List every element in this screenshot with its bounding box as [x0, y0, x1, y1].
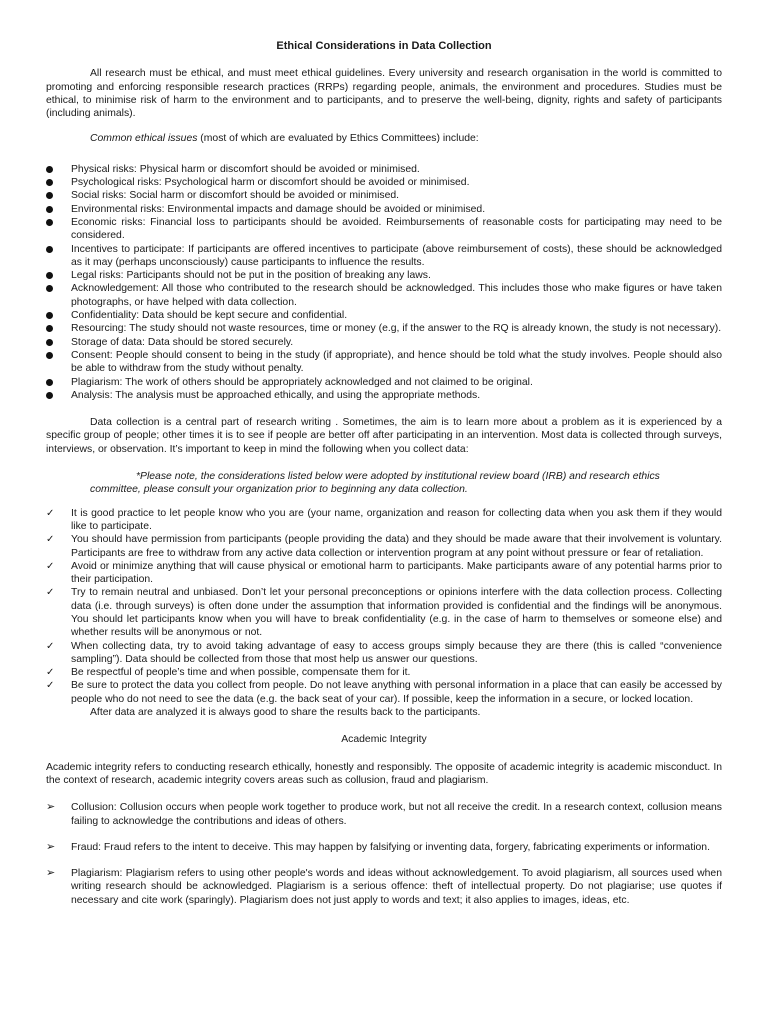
arrow-bullet-icon: ➢ — [46, 840, 56, 853]
checklist-item-text: You should have permission from participants (people providing the data) and they should be made aware that their involvement is voluntary. Participants are free to withdraw from any active data collection or intervention program at any point without pressure or fear of retaliation. — [71, 534, 722, 559]
bullet-icon — [46, 163, 60, 177]
checklist-item-text: Be sure to protect the data you collect from people. Do not leave anything with personal information in a place that can easily be accessed by people who do not need to see the data (e.g. the back seat of your car). If possible, keep the information in a secure, or locked location. — [71, 680, 722, 705]
checkmark-icon: ✓ — [46, 534, 55, 546]
ethical-issue-item — [46, 309, 722, 322]
ethical-issue-item-text: Storage of data: Data should be stored securely. — [71, 336, 294, 348]
common-issues-rest: (most of which are evaluated by Ethics Committees) include: — [197, 133, 479, 145]
bullet-icon — [46, 176, 60, 190]
bullet-icon — [46, 269, 60, 283]
ethical-issue-item-text: Confidentiality: Data should be kept secure and confidential. — [71, 310, 348, 322]
checklist-item — [46, 640, 722, 667]
irb-note-line-2: committee, please consult your organization prior to beginning any data collection. — [90, 484, 468, 496]
academic-integrity-heading: Academic Integrity — [341, 734, 427, 746]
checkmark-icon: ✓ — [46, 507, 55, 519]
checkmark-icon: ✓ — [46, 680, 55, 692]
ethical-issue-item — [46, 189, 722, 202]
data-collection-paragraph: Data collection is a central part of research writing . Sometimes, the aim is to learn more about a problem as it is experienced by a specific group of people; other times it is to see if people are better off after participating in an intervention. Most data is collected through surveys, interviews, or observation. It’s important to keep in mind the following when you collect data: — [46, 417, 722, 455]
checkmark-icon: ✓ — [46, 560, 55, 572]
bullet-icon — [46, 282, 60, 296]
ethical-issue-item-text: Psychological risks: Psychological harm or discomfort should be avoided or minimised. — [71, 177, 470, 189]
ethical-issue-item-text: Social risks: Social harm or discomfort should be avoided or minimised. — [71, 190, 400, 202]
common-issues-italic: Common ethical issues — [90, 133, 198, 145]
ethical-issue-item-text: Consent: People should consent to being in the study (if appropriate), and hence should be told what the study involves. People should also be able to withdraw from the study without penalty. — [71, 349, 722, 375]
bullet-dot-icon — [46, 272, 53, 279]
bullet-icon — [46, 203, 60, 217]
ethical-issue-item-text: Physical risks: Physical harm or discomfort should be avoided or minimised. — [71, 163, 420, 175]
integrity-item-text: Collusion: Collusion occurs when people work together to produce work, but not all receive the credit. In a research context, collusion means failing to acknowledge the contributions and ideas of others. — [71, 802, 722, 827]
ethical-issue-item — [46, 176, 722, 189]
integrity-item — [46, 801, 722, 828]
ethical-issue-item — [46, 203, 722, 216]
bullet-icon — [46, 389, 60, 403]
common-issues-intro — [90, 132, 722, 145]
after-analysis-note: After data are analyzed it is always good to share the results back to the participants. — [90, 707, 481, 719]
bullet-icon — [46, 376, 60, 390]
bullet-icon — [46, 216, 60, 230]
bullet-icon — [46, 309, 60, 323]
integrity-item — [46, 841, 722, 854]
ethical-issue-item-text: Environmental risks: Environmental impacts and damage should be avoided or minimised. — [71, 203, 486, 215]
bullet-icon — [46, 336, 60, 350]
bullet-icon — [46, 322, 60, 336]
ethical-issue-item — [46, 163, 722, 176]
arrow-bullet-icon: ➢ — [46, 867, 56, 880]
bullet-dot-icon — [46, 206, 53, 213]
checkmark-icon: ✓ — [46, 587, 55, 599]
academic-integrity-list — [46, 801, 722, 907]
checklist-item — [46, 533, 722, 560]
integrity-item-text: Fraud: Fraud refers to the intent to deceive. This may happen by falsifying or inventing data, forgery, fabricating experiments or information. — [71, 841, 710, 853]
checklist-item-text: Try to remain neutral and unbiased. Don’t let your personal preconceptions or opinions interfere with the data collection process. Collecting data (i.e. through surveys) is often done under the assumption that information provided is confidential and the findings will be anonymous. You should let participants know when you will have to break confidentiality (e.g. in the case of harm to themselves or someone else) and whether results will be anonymous or not. — [71, 587, 722, 639]
checklist-item — [46, 507, 722, 534]
bullet-dot-icon — [46, 352, 53, 359]
bullet-dot-icon — [46, 379, 53, 386]
bullet-icon — [46, 243, 60, 257]
bullet-icon — [46, 189, 60, 203]
bullet-dot-icon — [46, 339, 53, 346]
checklist-item-text: When collecting data, try to avoid taking advantage of easy to access groups simply because they are there (this is called “convenience sampling”). Data should be collected from those that most help us answer our questions. — [71, 640, 722, 665]
ethical-issue-item-text: Resourcing: The study should not waste resources, time or money (e.g, if the answer to the RQ is already known, the study is not necessary). — [71, 323, 722, 335]
checklist-item-text: Avoid or minimize anything that will cause physical or emotional harm to participants. Make participants aware of any potential harms prior to their participation. — [71, 560, 722, 586]
bullet-dot-icon — [46, 219, 53, 226]
bullet-dot-icon — [46, 179, 53, 186]
ethical-issue-item — [46, 282, 722, 309]
ethical-issue-item-text: Legal risks: Participants should not be put in the position of breaking any laws. — [71, 270, 431, 282]
ethical-issue-item — [46, 243, 722, 270]
irb-note-line-1: *Please note, the considerations listed below were adopted by institutional review board (IRB) and research ethics — [136, 471, 660, 483]
bullet-dot-icon — [46, 312, 53, 319]
document-title: Ethical Considerations in Data Collection — [276, 40, 492, 52]
ethical-issue-item-text: Incentives to participate: If participants are offered incentives to participate (above reimbursement of costs), these should be acknowledged as it may (perhaps unconsciously) cause participants to influence the results. — [71, 243, 722, 268]
bullet-dot-icon — [46, 285, 53, 292]
checkmark-icon: ✓ — [46, 640, 55, 652]
checklist-item — [46, 666, 722, 679]
ethical-issue-item — [46, 349, 722, 376]
bullet-dot-icon — [46, 246, 53, 253]
ethical-issue-item-text: Economic risks: Financial loss to participants should be avoided. Reimbursements of reasonable costs for participating may need to be considered. — [71, 216, 722, 242]
ethical-issue-item — [46, 322, 722, 335]
data-collection-checklist — [46, 507, 722, 706]
academic-integrity-paragraph: Academic integrity refers to conducting research ethically, honestly and responsibly. The opposite of academic integrity is academic misconduct. In the context of research, academic integrity covers areas such as collusion, fraud and plagiarism. — [46, 761, 722, 786]
ethical-issue-item-text: Plagiarism: The work of others should be appropriately acknowledged and not claimed to be original. — [71, 376, 533, 388]
ethical-issue-item — [46, 336, 722, 349]
bullet-dot-icon — [46, 192, 53, 199]
ethical-issue-item-text: Acknowledgement: All those who contributed to the research should be acknowledged. This includes those who make figures or have taken photographs, or have helped with data collection. — [71, 283, 722, 308]
arrow-bullet-icon: ➢ — [46, 801, 56, 814]
ethical-issue-item — [46, 389, 722, 402]
checkmark-icon: ✓ — [46, 667, 55, 679]
bullet-dot-icon — [46, 325, 53, 332]
checklist-item-text: It is good practice to let people know who you are (your name, organization and reason for collecting data when you ask them if they would like to participate. — [71, 507, 722, 532]
intro-paragraph: All research must be ethical, and must meet ethical guidelines. Every university and research organisation in the world is committed to promoting and enforcing responsible research practices (RRPs) regarding people, animals, the environment and procedures. Studies must be ethical, to minimise risk of harm to the environment and to participants, and to preserve the well-being, dignity, rights and safety of participants (including animals). — [46, 68, 722, 120]
checklist-item — [46, 679, 722, 706]
ethical-issues-list — [46, 163, 722, 402]
bullet-icon — [46, 349, 60, 363]
checklist-item — [46, 560, 722, 587]
bullet-dot-icon — [46, 166, 53, 173]
checklist-item-text: Be respectful of people’s time and when possible, compensate them for it. — [71, 667, 411, 679]
ethical-issue-item — [46, 216, 722, 243]
ethical-issue-item — [46, 269, 722, 282]
ethical-issue-item-text: Analysis: The analysis must be approached ethically, and using the appropriate methods. — [71, 389, 481, 401]
ethical-issue-item — [46, 376, 722, 389]
bullet-dot-icon — [46, 392, 53, 399]
integrity-item-text: Plagiarism: Plagiarism refers to using other people's words and ideas without acknowledgement. To avoid plagiarism, all sources used when writing research should be acknowledged. Plagiarism is a serious offence: theft of intellectual property. Do not plagiarise; use quotes if necessary and cite work (sparingly). Plagiarism does not just apply to words and text; it also applies to images, ideas, etc. — [71, 868, 722, 906]
integrity-item — [46, 867, 722, 907]
irb-note — [90, 470, 722, 497]
checklist-item — [46, 586, 722, 639]
